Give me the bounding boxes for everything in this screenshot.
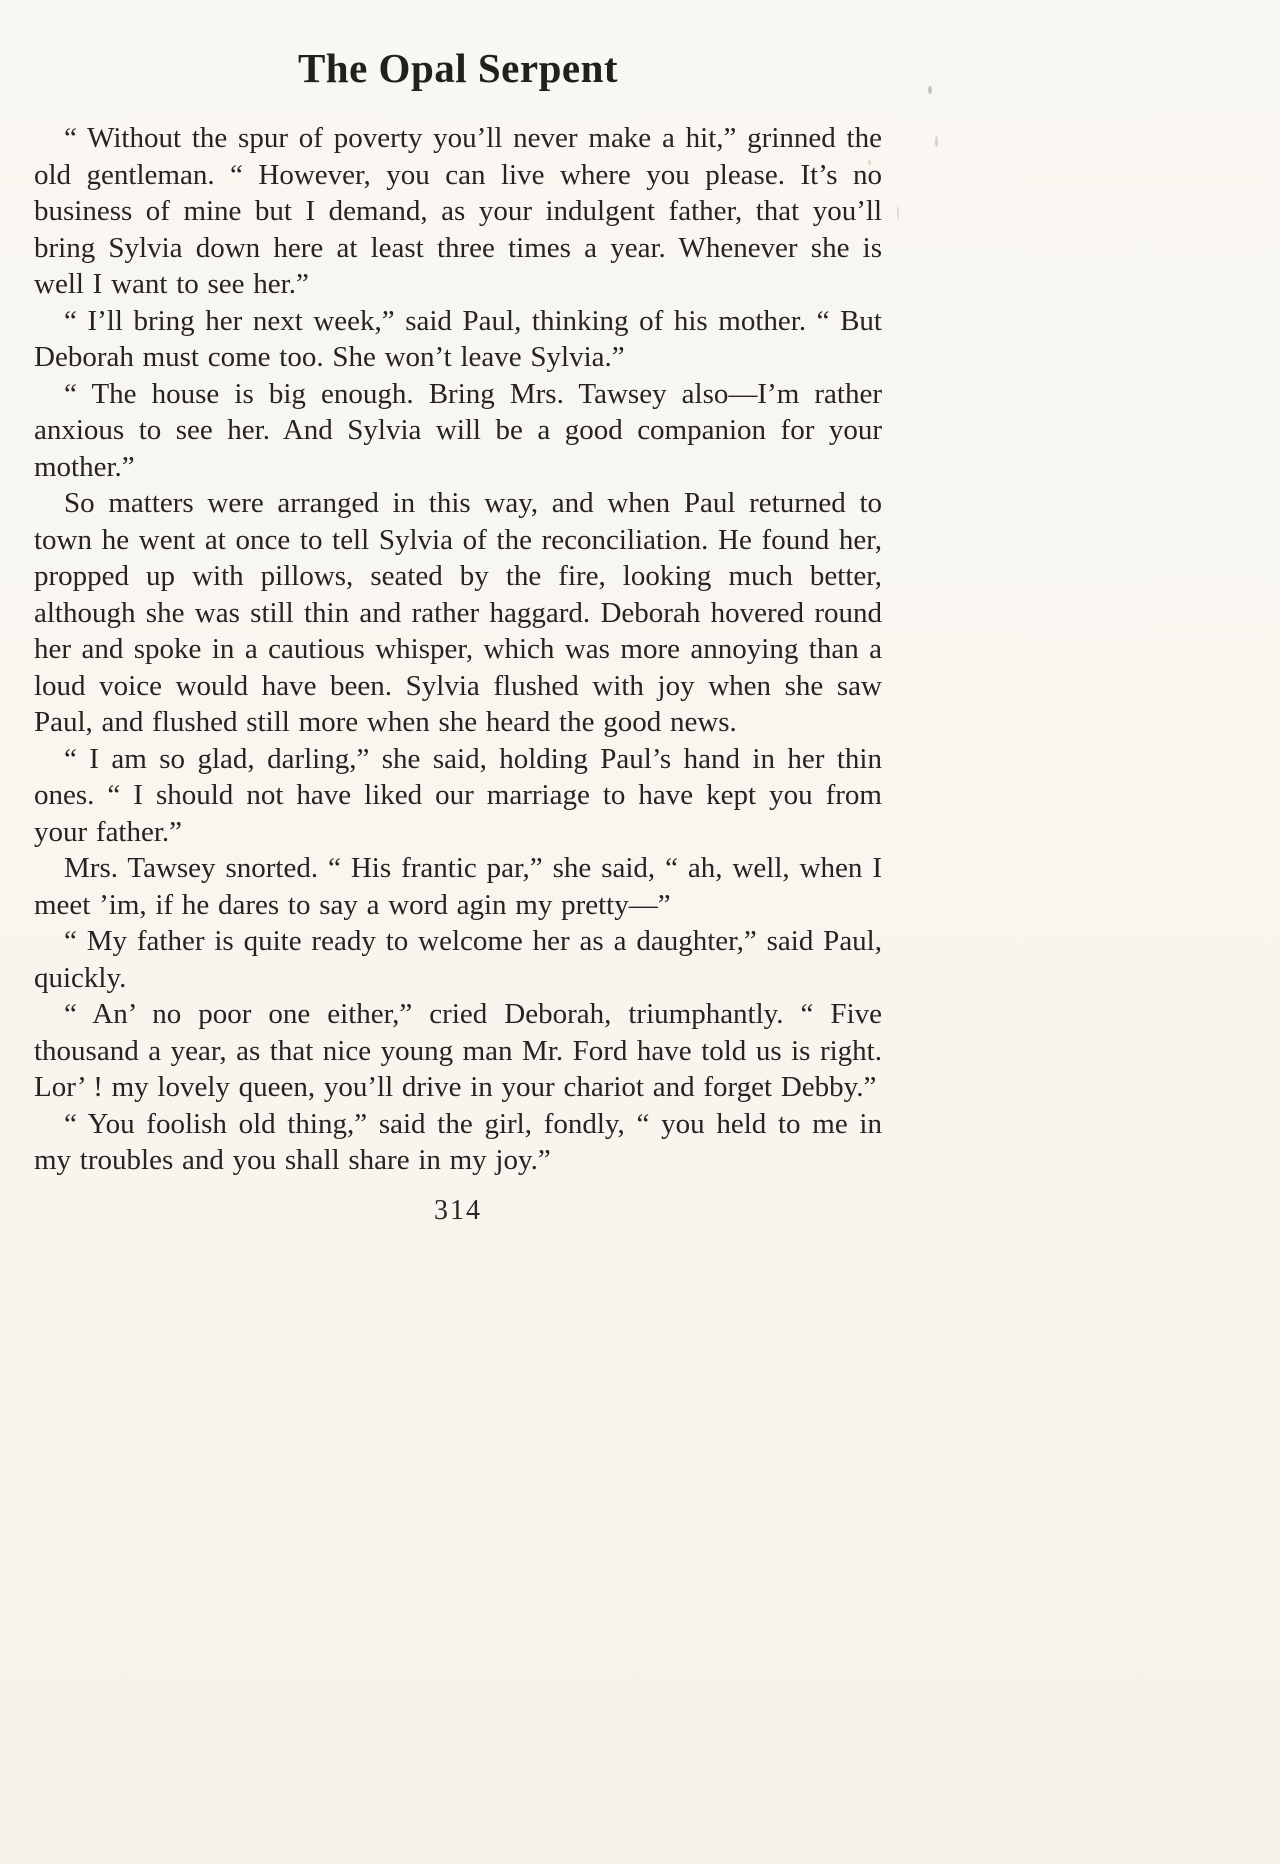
scan-artifact [897,206,899,220]
paragraph-1: “ Without the spur of poverty you’ll never make a hit,” grinned the old gentleman. “ However, you can live where you please. It’s no business of mine but I demand, as your indulgent father, that you’ll bring Sylvia down here at least three times a year. Whenever she is well I want to see her.” [34,122,882,300]
paragraph-9: “ You foolish old thing,” said the girl, fondly, “ you held to me in my troubles and you shall share in my joy.” [34,1107,882,1176]
paragraph-5: “ I am so glad, darling,” she said, holding Paul’s hand in her thin ones. “ I should not have liked our marriage to have kept you from your father.” [34,742,882,848]
paragraph-2: “ I’ll bring her next week,” said Paul, thinking of his mother. “ But Deborah must come too. She won’t leave Sylvia.” [34,304,882,373]
paragraph-3: “ The house is big enough. Bring Mrs. Tawsey also—I’m rather anxious to see her. And Sylvia will be a good companion for your mother.” [34,377,882,483]
paragraph-8: “ An’ no poor one either,” cried Deborah, triumphantly. “ Five thousand a year, as that nice young man Mr. Ford have told us is right. Lor’ ! my lovely queen, you’ll drive in your chariot and forget Debby.” [34,998,882,1103]
paragraph-4: So matters were arranged in this way, and when Paul returned to town he went at once to tell Sylvia of the reconciliation. He found her, propped up with pillows, seated by the fire, looking much better, although she was still thin and rather haggard. Deborah hovered round her and spoke in a cautious whisper, which was more annoying than a loud voice would have been. Sylvia flushed with joy when she saw Paul, and flushed still more when she heard the good news. [34,487,882,738]
scan-artifact [928,86,932,94]
page-number: 314 [434,1194,482,1226]
scan-artifact [935,136,938,147]
scan-artifact [868,160,871,165]
page-title: The Opal Serpent [297,45,619,91]
paragraph-7: “ My father is quite ready to welcome her as a daughter,” said Paul, quickly. [34,925,882,994]
text-block [34,120,882,1179]
paragraph-6: Mrs. Tawsey snorted. “ His frantic par,” she said, “ ah, well, when I meet ’im, if he dares to say a word agin my pretty—” [34,852,882,921]
